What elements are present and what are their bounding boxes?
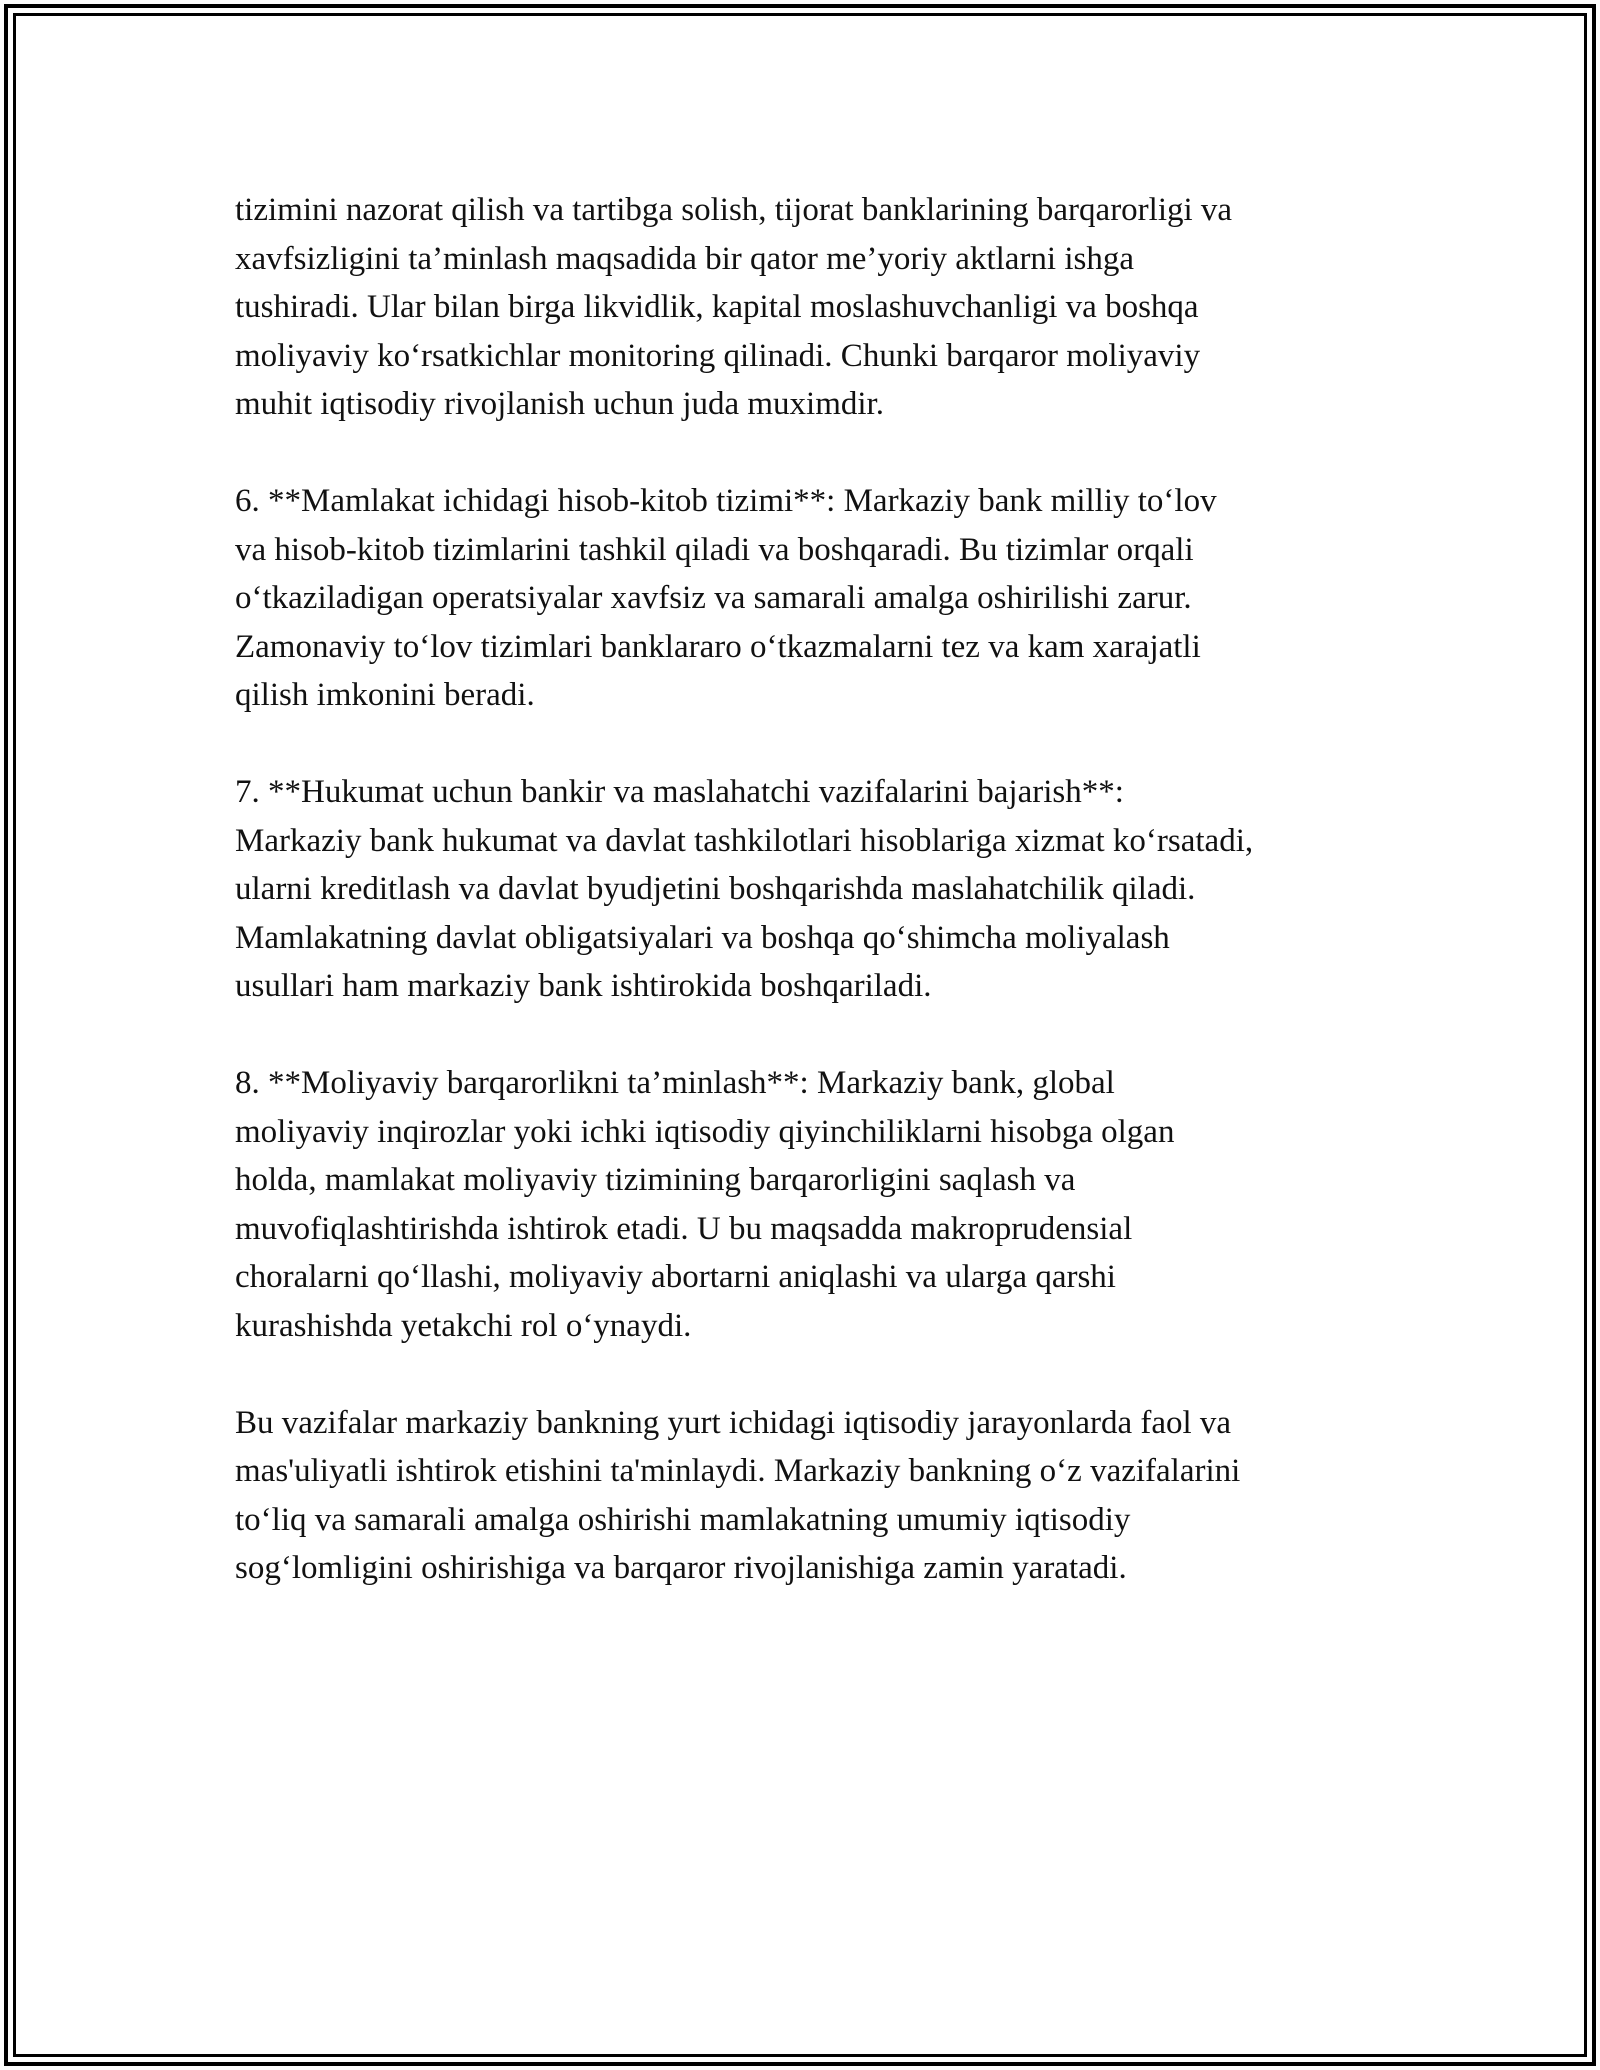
paragraph-item-6 bbox=[235, 477, 1385, 720]
text-line: ularni kreditlash va davlat byudjetini boshqarishda maslahatchilik qiladi. bbox=[235, 871, 1196, 907]
text-line: tizimini nazorat qilish va tartibga solish, tijorat banklarining barqarorligi va bbox=[235, 192, 1233, 228]
paragraph-conclusion bbox=[235, 1399, 1385, 1593]
text-line: Bu vazifalar markaziy bankning yurt ichidagi iqtisodiy jarayonlarda faol va bbox=[235, 1404, 1232, 1441]
text-line: Markaziy bank hukumat va davlat tashkilotlari hisoblariga xizmat ko‘rsatadi, bbox=[235, 822, 1254, 859]
text-line: 6. **Mamlakat ichidagi hisob-kitob tizimi**: Markaziy bank milliy to‘lov bbox=[235, 483, 1217, 519]
paragraph-item-7 bbox=[235, 768, 1385, 1011]
text-line: to‘liq va samarali amalga oshirishi mamlakatning umumiy iqtisodiy bbox=[235, 1501, 1131, 1538]
text-line: xavfsizligini ta’minlash maqsadida bir qator me’yoriy aktlarni ishga bbox=[235, 240, 1135, 277]
text-line: Mamlakatning davlat obligatsiyalari va boshqa qo‘shimcha moliyalash bbox=[235, 919, 1170, 956]
text-line: sog‘lomligini oshirishiga va barqaror rivojlanishiga zamin yaratadi. bbox=[235, 1550, 1127, 1586]
text-line: 7. **Hukumat uchun bankir va maslahatchi vazifalarini bajarish**: bbox=[235, 774, 1124, 810]
text-line: moliyaviy inqirozlar yoki ichki iqtisodiy qiyinchiliklarni hisobga olgan bbox=[235, 1113, 1175, 1150]
text-line: mas'uliyatli ishtirok etishini ta'minlaydi. Markaziy bankning o‘z vazifalarini bbox=[235, 1453, 1241, 1489]
text-line: moliyaviy ko‘rsatkichlar monitoring qilinadi. Chunki barqaror moliyaviy bbox=[235, 337, 1201, 374]
text-line: qilish imkonini beradi. bbox=[235, 677, 535, 713]
text-line: tushiradi. Ular bilan birga likvidlik, kapital moslashuvchanligi va boshqa bbox=[235, 289, 1199, 325]
text-line: muvofiqlashtirishda ishtirok etadi. U bu maqsadda makroprudensial bbox=[235, 1210, 1133, 1247]
text-line: o‘tkaziladigan operatsiyalar xavfsiz va samarali amalga oshirilishi zarur. bbox=[235, 580, 1192, 616]
text-line: usullari ham markaziy bank ishtirokida boshqariladi. bbox=[235, 968, 932, 1004]
paragraph-item-8 bbox=[235, 1059, 1385, 1350]
text-line: holda, mamlakat moliyaviy tizimining barqarorligini saqlash va bbox=[235, 1162, 1076, 1198]
paragraph-continuation bbox=[235, 186, 1385, 429]
text-line: Zamonaviy to‘lov tizimlari banklararo o‘tkazmalarni tez va kam xarajatli bbox=[235, 628, 1201, 665]
text-line: muhit iqtisodiy rivojlanish uchun juda muximdir. bbox=[235, 386, 884, 422]
text-line: va hisob-kitob tizimlarini tashkil qiladi va boshqaradi. Bu tizimlar orqali bbox=[235, 531, 1194, 568]
text-line: 8. **Moliyaviy barqarorlikni ta’minlash**: Markaziy bank, global bbox=[235, 1065, 1115, 1101]
text-line: kurashishda yetakchi rol o‘ynaydi. bbox=[235, 1307, 692, 1344]
text-line: choralarni qo‘llashi, moliyaviy abortarni aniqlashi va ularga qarshi bbox=[235, 1259, 1116, 1295]
document-body bbox=[235, 186, 1385, 1641]
